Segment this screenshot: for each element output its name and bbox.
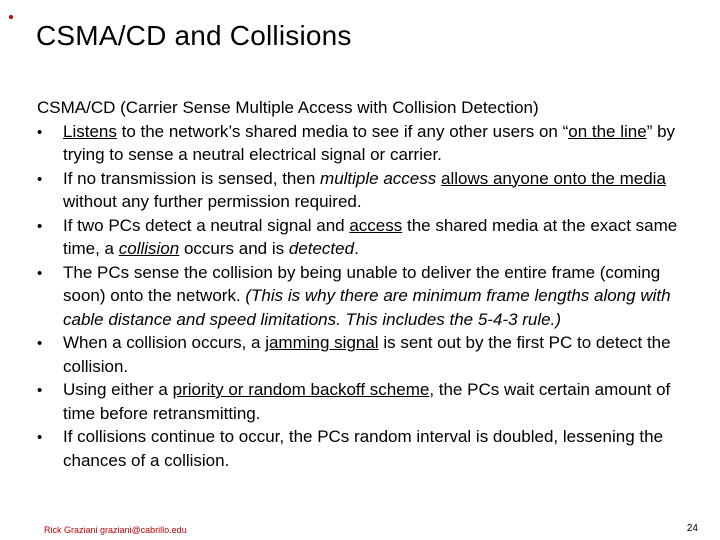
bullet-text (63, 216, 677, 259)
footer-author: Rick Graziani graziani@cabrillo.edu (44, 525, 187, 535)
bullet-text-run: ” by trying to sense a neutral electrical signal or carrier. (63, 121, 676, 164)
bullet-item (37, 167, 687, 214)
page-number: 24 (686, 523, 698, 534)
bullet-text-run: without any further permission required. (63, 192, 362, 211)
bullet-text (63, 333, 671, 376)
bullet-text-run: on the line (568, 121, 647, 141)
slide-body (37, 96, 687, 472)
bullet-item (37, 261, 687, 332)
bullet-item (37, 378, 687, 425)
bullet-text (63, 169, 666, 212)
bullet-text-run: If collisions continue to occur, the PCs random interval is doubled, lessening the chances of a collision. (63, 427, 664, 470)
bullet-text (63, 380, 670, 423)
bullet-dot-icon: • (37, 264, 43, 282)
bullet-text-run: multiple access (320, 168, 437, 188)
bullet-text-run: to the network’s shared media to see if any other users on “ (116, 121, 569, 141)
bullet-text-run: jamming signal (265, 333, 379, 352)
corner-bullet-mark (9, 15, 13, 19)
bullet-text-run: the shared media at the exact same time, a (63, 215, 678, 258)
bullet-dot-icon: • (37, 429, 43, 446)
bullet-text-run: (This is why there are minimum frame lengths along with cable distance and speed limitations. This includes the 5-4-3 rule.) (63, 286, 671, 329)
bullet-item (37, 120, 687, 167)
bullet-dot-icon: • (37, 382, 43, 399)
bullet-text (63, 427, 663, 470)
bullet-text-run: . (354, 239, 359, 258)
bullet-item (37, 331, 687, 378)
bullet-dot-icon: • (37, 217, 43, 235)
bullet-text-run: priority or random backoff scheme (172, 380, 430, 399)
bullet-text-run: If no transmission is sensed, then (63, 168, 321, 188)
slide-title: CSMA/CD and Collisions (36, 20, 352, 51)
bullet-item (37, 425, 687, 472)
bullet-text-run: If two PCs detect a neutral signal and (63, 215, 350, 235)
bullet-item (37, 214, 687, 261)
bullet-text-run: , the PCs wait certain amount of time before retransmitting. (63, 380, 671, 423)
bullet-dot-icon: • (37, 123, 43, 141)
bullet-text-run: access (349, 215, 403, 235)
bullet-text-run: When a collision occurs, a (63, 333, 266, 352)
bullet-text-run: detected (288, 239, 355, 258)
bullet-dot-icon: • (37, 335, 43, 352)
bullet-text-run: Listens (63, 121, 117, 141)
bullet-text-run: allows anyone onto the media (440, 168, 666, 188)
bullet-list (37, 120, 687, 473)
bullet-text-run: The PCs sense the collision by being unable to deliver the entire frame (coming soon) onto the network. (63, 262, 661, 305)
bullet-text-run: is sent out by the first PC to detect the collision. (63, 333, 671, 376)
bullet-text (63, 122, 675, 165)
bullet-dot-icon: • (37, 170, 43, 188)
bullet-text-run: Using either a (63, 380, 173, 399)
bullet-text (63, 263, 671, 329)
lead-line: CSMA/CD (Carrier Sense Multiple Access with Collision Detection) (37, 98, 539, 117)
bullet-text-run: collision (118, 239, 180, 258)
bullet-text-run: occurs and is (179, 239, 289, 258)
